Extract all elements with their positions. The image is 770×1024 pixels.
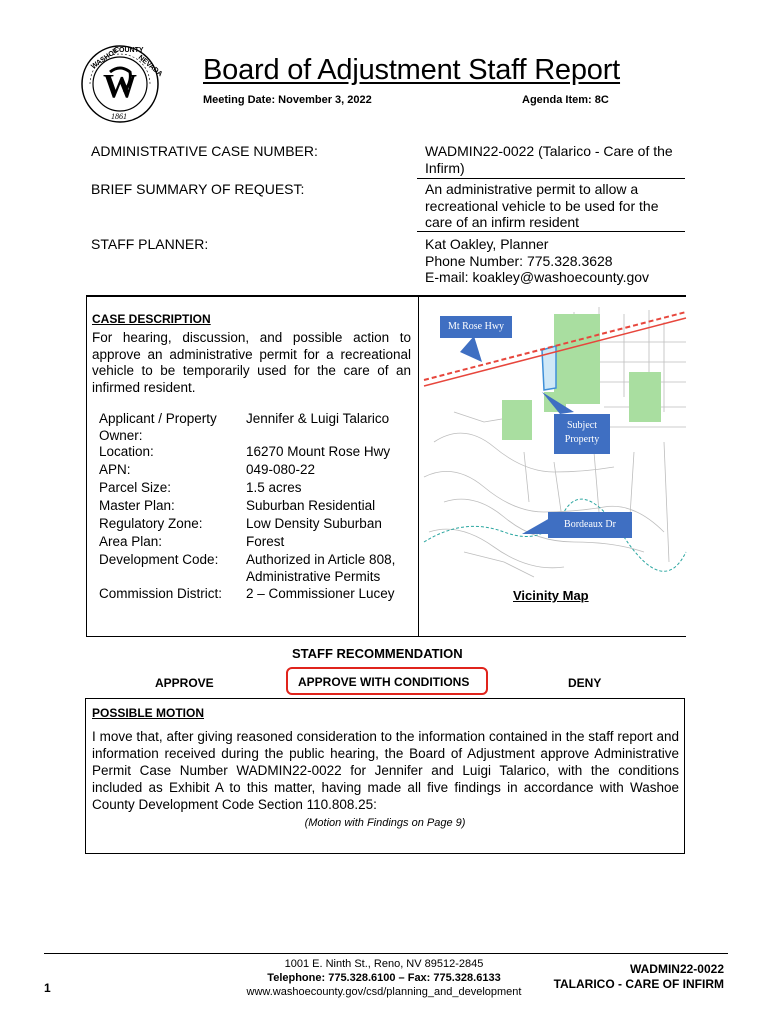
case-description-heading: CASE DESCRIPTION	[92, 312, 211, 326]
map-callout-hwy: Mt Rose Hwy	[447, 321, 505, 332]
planner-email: E-mail: koakley@washoecounty.gov	[425, 269, 650, 285]
applicant-key: Applicant / Property Owner:	[99, 411, 217, 443]
request-label: BRIEF SUMMARY OF REQUEST:	[91, 181, 305, 197]
footer-phone-fax: Telephone: 775.328.6100 – Fax: 775.328.6133	[267, 972, 501, 984]
regulatory-zone-value: Low Density Suburban	[246, 516, 382, 531]
svg-text:WASHOE: WASHOE	[90, 47, 120, 71]
washoe-county-seal	[80, 44, 164, 124]
planner-name: Kat Oakley, Planner	[425, 236, 549, 252]
area-plan-key: Area Plan:	[99, 534, 163, 549]
parcel-size-value: 1.5 acres	[246, 480, 302, 495]
planner-phone: Phone Number: 775.328.3628	[425, 252, 613, 269]
footer-case	[554, 962, 724, 992]
master-plan-key: Master Plan:	[99, 498, 175, 513]
request-value: An administrative permit to allow a recreational vehicle to be used for the care of an infirm resident	[425, 181, 659, 230]
development-code-key: Development Code:	[99, 552, 219, 567]
report-title: Board of Adjustment Staff Report	[203, 54, 621, 86]
section-border-left	[86, 297, 87, 637]
meeting-date: Meeting Date: November 3, 2022	[203, 94, 372, 106]
location-value: 16270 Mount Rose Hwy	[246, 444, 391, 459]
svg-text:W: W	[103, 68, 137, 105]
staff-recommendation-heading: STAFF RECOMMENDATION	[292, 646, 463, 661]
page-number: 1	[44, 981, 51, 995]
footer-case-name: TALARICO - CARE OF INFIRM	[553, 977, 724, 991]
footer-divider	[44, 953, 728, 954]
footer-website: www.washoecounty.gov/csd/planning_and_development	[246, 986, 522, 998]
regulatory-zone-key: Regulatory Zone:	[99, 516, 203, 531]
location-key: Location:	[99, 444, 154, 459]
planner-label: STAFF PLANNER:	[91, 236, 209, 252]
area-plan-value: Forest	[246, 534, 285, 549]
possible-motion-text: I move that, after giving reasoned consideration to the information contained in the staff report and information received during the public hearing, the Board of Adjustment approve Administrative Permit Case Number WADMIN22-0022 for Jennifer and Luigi Talarico, with the conditions included as Exhibit A to this matter, having made all five findings in accordance with Washoe County Development Code Section 110.808.25:	[92, 729, 679, 812]
svg-text:1861: 1861	[111, 112, 127, 121]
footer-address: 1001 E. Ninth St., Reno, NV 89512-2845	[284, 958, 484, 970]
map-callout-bordeaux: Bordeaux Dr	[564, 519, 616, 530]
applicant-value: Jennifer & Luigi Talarico	[246, 411, 390, 426]
vicinity-map	[424, 302, 686, 580]
motion-findings-note: (Motion with Findings on Page 9)	[304, 817, 466, 829]
section-border-top	[86, 295, 686, 297]
parcel-size-key: Parcel Size:	[99, 480, 172, 495]
approve-option: APPROVE	[155, 676, 214, 690]
divider	[417, 178, 685, 179]
section-border-middle	[418, 297, 419, 637]
commission-district-value: 2 – Commissioner Lucey	[246, 586, 395, 601]
apn-key: APN:	[99, 462, 131, 477]
map-callout-subject-property: Subject Property	[564, 420, 600, 445]
deny-option: DENY	[568, 676, 602, 690]
approve-with-conditions-option: APPROVE WITH CONDITIONS	[298, 675, 470, 689]
section-border-bottom	[86, 636, 686, 637]
case-number-value: WADMIN22-0022 (Talarico - Care of the Infirm)	[425, 143, 673, 176]
footer-case-id: WADMIN22-0022	[629, 962, 724, 976]
case-description-text: For hearing, discussion, and possible action to approve an administrative permit for a recreational vehicle to be temporarily used for the care of an infirmed resident.	[92, 330, 411, 395]
apn-value: 049-080-22	[246, 462, 316, 477]
svg-text:COUNTY: COUNTY	[114, 47, 144, 54]
svg-text:NEVADA: NEVADA	[136, 54, 164, 79]
case-number-label: ADMINISTRATIVE CASE NUMBER:	[91, 143, 318, 159]
agenda-item: Agenda Item: 8C	[522, 94, 609, 106]
development-code-value: Authorized in Article 808, Administrative Permits	[246, 552, 396, 584]
commission-district-key: Commission District:	[99, 586, 223, 601]
divider	[417, 231, 685, 232]
master-plan-value: Suburban Residential	[246, 498, 376, 513]
footer-contact	[236, 957, 532, 999]
vicinity-map-caption: Vicinity Map	[513, 588, 589, 603]
possible-motion-heading: POSSIBLE MOTION	[92, 706, 205, 720]
